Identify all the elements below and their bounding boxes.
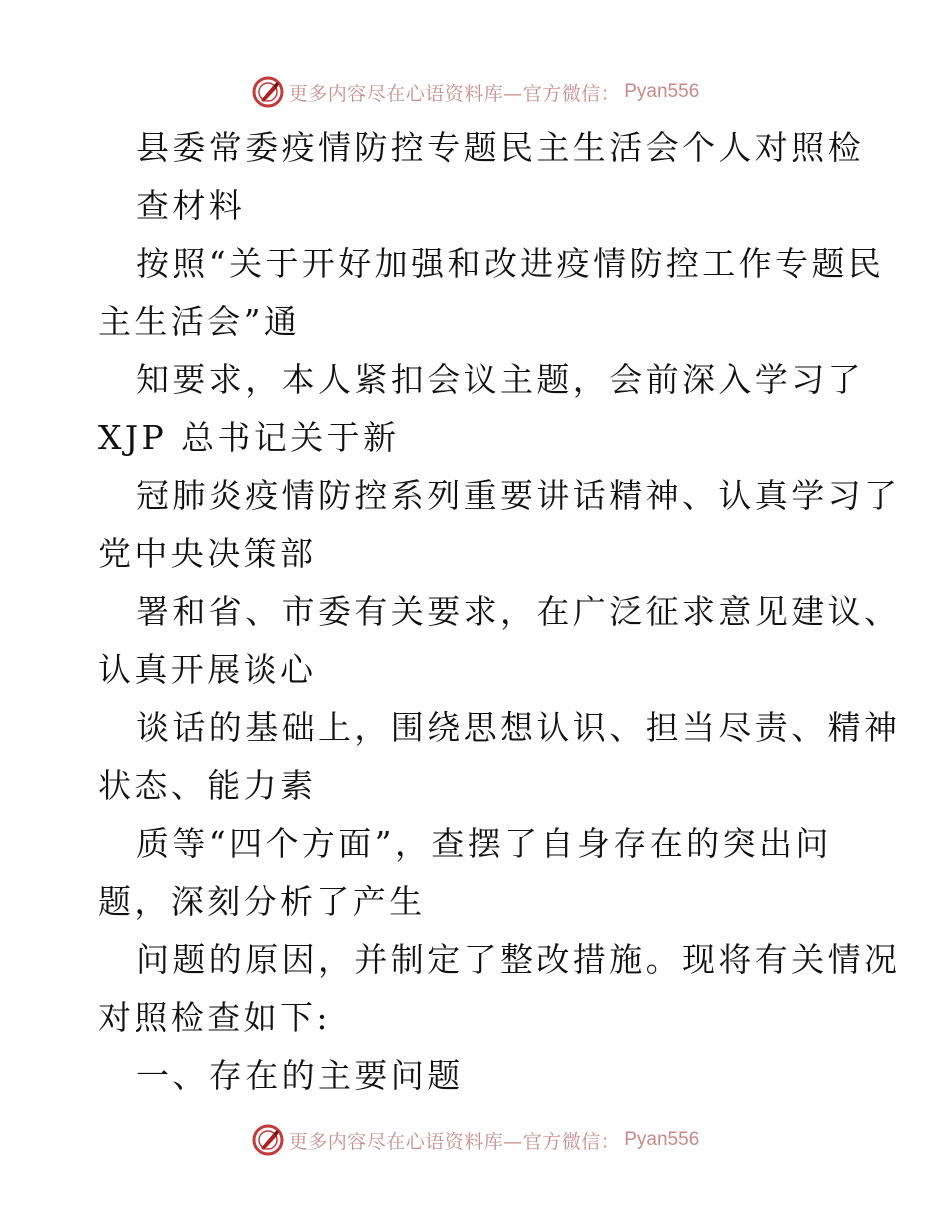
paragraph-line: 主生活会”通 xyxy=(98,302,301,341)
paragraph-line: 党中央决策部 xyxy=(98,534,317,573)
paragraph-line: 状态、能力素 xyxy=(98,766,317,805)
paragraph-line: 冠肺炎疫情防控系列重要讲话精神、认真学习了 xyxy=(136,476,901,515)
paragraph-line: 谈话的基础上，围绕思想认识、担当尽责、精神 xyxy=(136,708,901,747)
watermark-wechat-id: Pyan556 xyxy=(624,81,700,102)
paragraph-line: 知要求，本人紧扣会议主题，会前深入学习了 xyxy=(136,360,864,399)
pen-nib-icon xyxy=(251,75,285,109)
paragraph-line: 题，深刻分析了产生 xyxy=(98,882,426,921)
header-watermark xyxy=(0,70,950,114)
paragraph-line: XJP 总书记关于新 xyxy=(98,418,400,457)
paragraph-line: 署和省、市委有关要求，在广泛征求意见建议、 xyxy=(136,592,901,631)
pen-nib-icon xyxy=(251,1123,285,1157)
paragraph-line: 问题的原因，并制定了整改措施。现将有关情况 xyxy=(136,940,901,979)
paragraph-line: 对照检查如下: xyxy=(98,998,331,1037)
watermark-wechat-id: Pyan556 xyxy=(624,1129,700,1150)
paragraph-line: 按照“关于开好加强和改进疫情防控工作专题民 xyxy=(136,244,885,283)
watermark-text: 更多内容尽在心语资料库—官方微信： xyxy=(288,1130,621,1153)
section-heading: 一、存在的主要问题 xyxy=(136,1056,464,1095)
footer-watermark xyxy=(0,1118,950,1162)
paragraph-line: 认真开展谈心 xyxy=(98,650,317,689)
watermark-text: 更多内容尽在心语资料库—官方微信： xyxy=(288,82,621,105)
doc-title-line-1: 县委常委疫情防控专题民主生活会个人对照检 xyxy=(136,128,864,167)
doc-title-line-2: 查材料 xyxy=(136,186,246,225)
paragraph-line: 质等“四个方面”，查摆了自身存在的突出问 xyxy=(136,824,832,863)
